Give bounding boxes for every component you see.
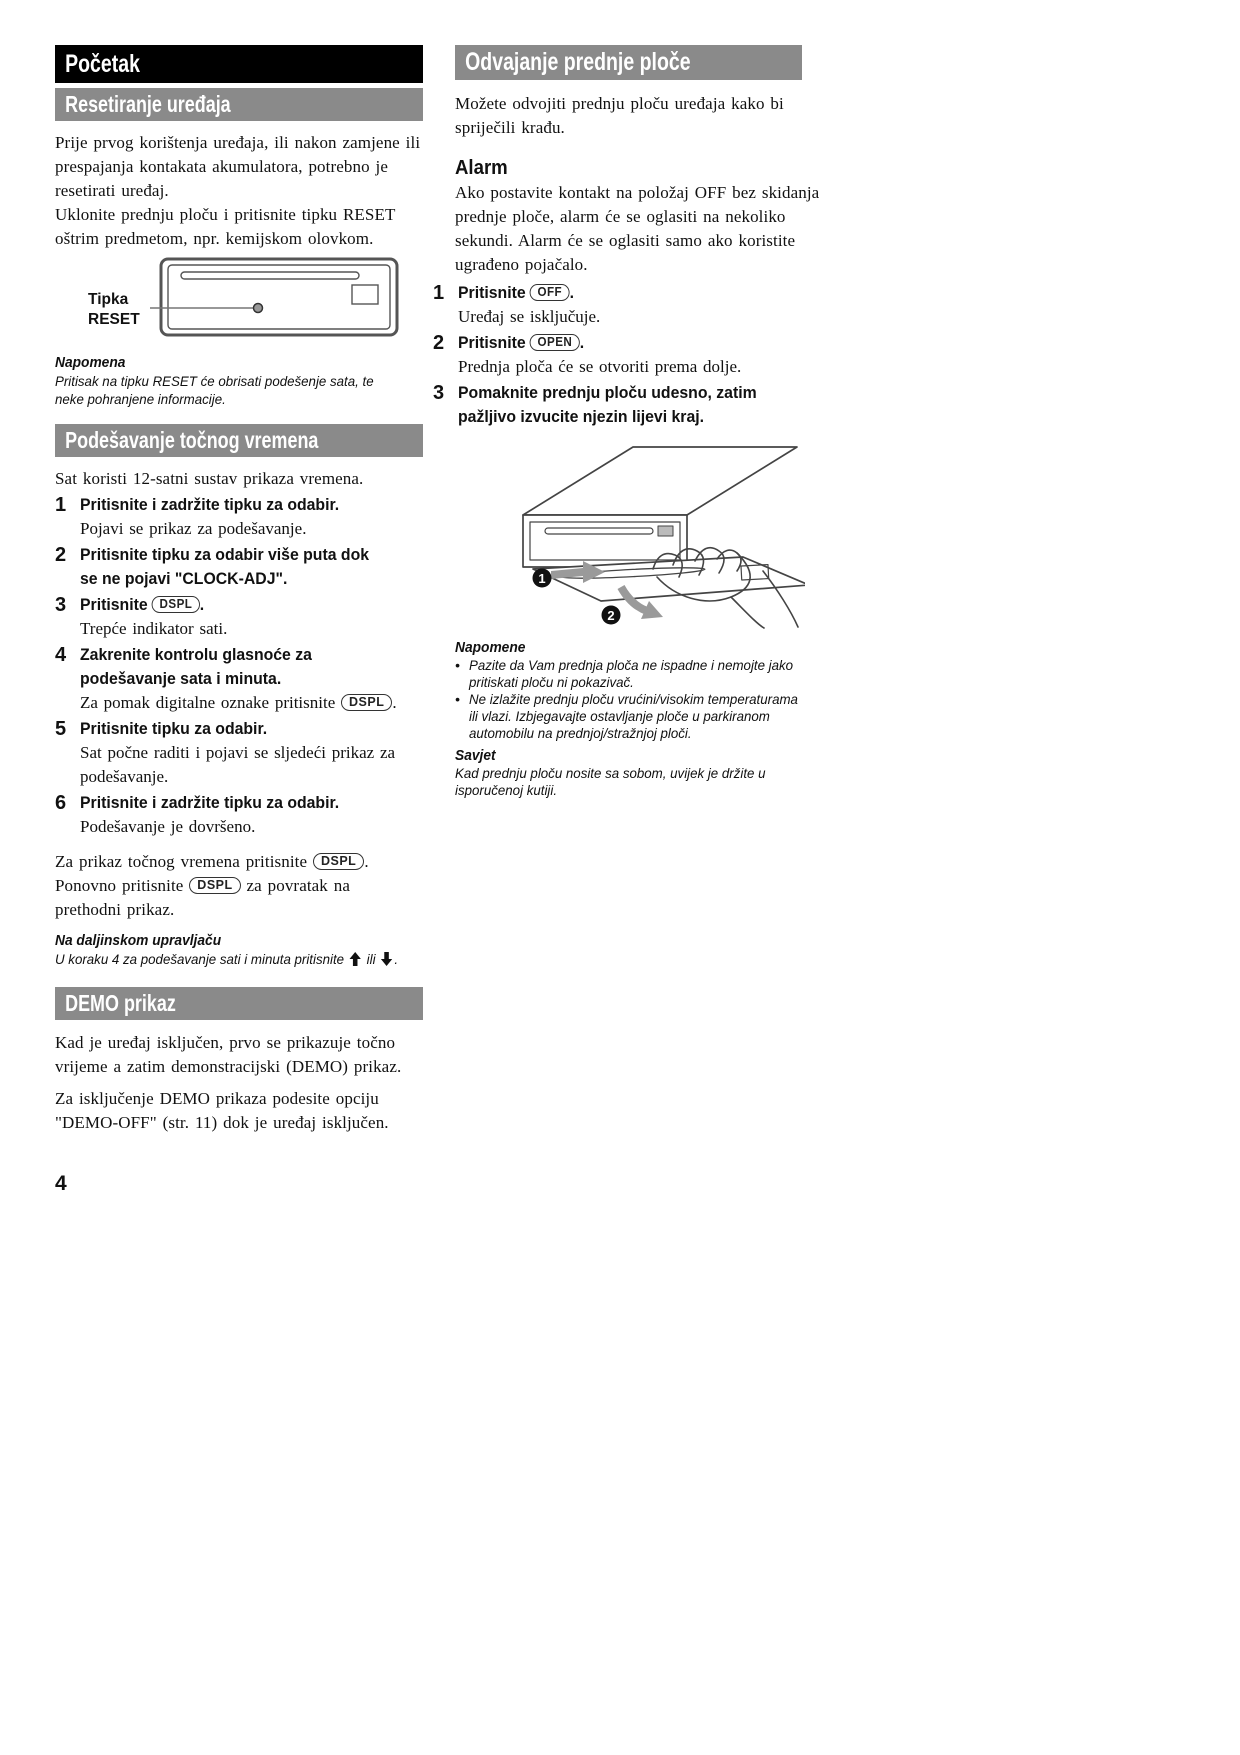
detach-tip: Savjet Kad prednju ploču nosite sa sobom, uvijek je držite u isporučenoj kutiji. [455,748,766,798]
reset-label-line1: Tipka [88,291,129,308]
clock-step-5: 5 Pritisnite tipku za odabir. Sat počne raditi i pojavi se sljedeći prikaz za podešavanje. [55,718,396,786]
off-button-pill: OFF [530,284,570,301]
clock-step-2: 2 Pritisnite tipku za odabir više puta dok se ne pojavi "CLOCK-ADJ". [55,544,370,588]
alarm-heading: Alarm [455,157,508,179]
step-badge-2 [602,606,621,625]
note-item-2: • Ne izlažite prednju ploču vrućini/visokim temperaturama ili vlazi. Izbjegavajte ostavljanje ploče u parkiranom automobilu na prednjoj/stražnjoj ploči. [455,691,798,741]
dspl-button-pill: DSPL [189,877,240,894]
unit-body [523,447,797,567]
chapter-title: Početak [65,50,140,78]
alarm-paragraph: Ako postavite kontakt na položaj OFF bez skidanja prednje ploče, alarm će se oglasiti na nekoliko sekundi. Alarm će se oglasiti samo ako koristite ugrađeno pojačalo. [455,183,820,274]
dspl-button-pill: DSPL [152,596,200,613]
front-panel-illustration [505,437,825,634]
clock-outro-paragraph: Za prikaz točnog vremena pritisnite DSPL . Ponovno pritisnite DSPL za povratak na prethodni prikaz. [55,852,369,919]
right-column [433,45,825,799]
section-header-bar-clock [55,424,423,457]
up-arrow-icon [350,952,361,970]
reset-button-diagram [55,255,423,346]
svg-text:1: 1 [538,571,546,586]
open-button-pill: OPEN [530,334,580,351]
dspl-button-pill: DSPL [313,853,364,870]
clock-step-4: 4 Zakrenite kontrolu glasnoće za podešavanje sata i minuta. Za pomak digitalne oznake pritisnite DSPL . [55,644,397,712]
step-badge-1 [533,569,552,588]
section-title-reset: Resetiranje uređaja [65,91,231,117]
section-header-bar-reset [55,88,423,121]
down-arrow-icon [381,952,392,970]
left-column [55,45,423,1135]
detach-step-3: 3 Pomaknite prednju ploču udesno, zatim pažljivo izvucite njezin lijevi kraj. [433,382,757,426]
clock-step-6: 6 Pritisnite i zadržite tipku za odabir. Podešavanje je dovršeno. [55,792,340,836]
reset-note: Napomena Pritisak na tipku RESET će obrisati podešenje sata, te neke pohranjene informacije. [55,354,423,408]
note-item-1: • Pazite da Vam prednja ploča ne ispadne i nemojte jako pritiskati ploču ni pokazivač. [455,657,794,690]
demo-paragraph-1: Kad je uređaj isključen, prvo se prikazuje točno vrijeme a zatim demonstracijski (DEMO) prikaz. [55,1033,402,1076]
remote-note: Na daljinskom upravljaču U koraku 4 za podešavanje sati i minuta pritisnite ili . [55,932,423,970]
stereo-front-panel-drawing [150,259,397,335]
chapter-header-bar [55,45,423,83]
detach-intro: Možete odvojiti prednju ploču uređaja kako bi spriječili krađu. [455,94,784,137]
section-title-demo: DEMO prikaz [65,990,176,1016]
reset-label-line2: RESET [88,311,140,328]
detach-notes: Napomene • Pazite da Vam prednja ploča ne ispadne i nemojte jako pritiskati ploču ni pokazivač. • Ne izlažite prednju ploču vrućini/visokim temperaturama ili vlazi. Izbjegavajte ostavljanje ploče u parkiranom automobilu na prednjoj/stražnjoj ploči. [455,640,825,742]
clock-step-3: 3 Pritisnite DSPL . Trepće indikator sati. [55,594,228,638]
clock-intro: Sat koristi 12-satni sustav prikaza vremena. [55,469,364,488]
section-title-detach: Odvajanje prednje ploče [465,48,691,76]
note-title: Napomena [55,355,126,371]
reset-button-dot [254,304,263,313]
svg-text:2: 2 [607,608,615,623]
section-header-bar-detach [455,45,802,80]
reset-intro-paragraph: Prije prvog korištenja uređaja, ili nakon zamjene ili prespajanja kontakata akumulatora, potrebno je resetirati uređaj. Uklonite prednju ploču i pritisnite tipku RESET oštrim predmetom, npr. kemijskom olovkom. [55,133,421,248]
detach-step-1: 1 Pritisnite OFF . Uređaj se isključuje. [433,282,601,326]
clock-step-1: 1 Pritisnite i zadržite tipku za odabir. Pojavi se prikaz za podešavanje. [55,494,340,538]
detach-step-2: 2 Pritisnite OPEN . Prednja ploča će se otvoriti prema dolje. [433,332,742,376]
section-header-bar-demo [55,987,423,1020]
dspl-button-pill: DSPL [341,694,392,711]
section-title-clock: Podešavanje točnog vremena [65,427,319,453]
page-number: 4 [55,1172,67,1195]
demo-paragraph-2: Za isključenje DEMO prikaza podesite opciju "DEMO-OFF" (str. 11) dok je uređaj isključen. [55,1089,389,1132]
